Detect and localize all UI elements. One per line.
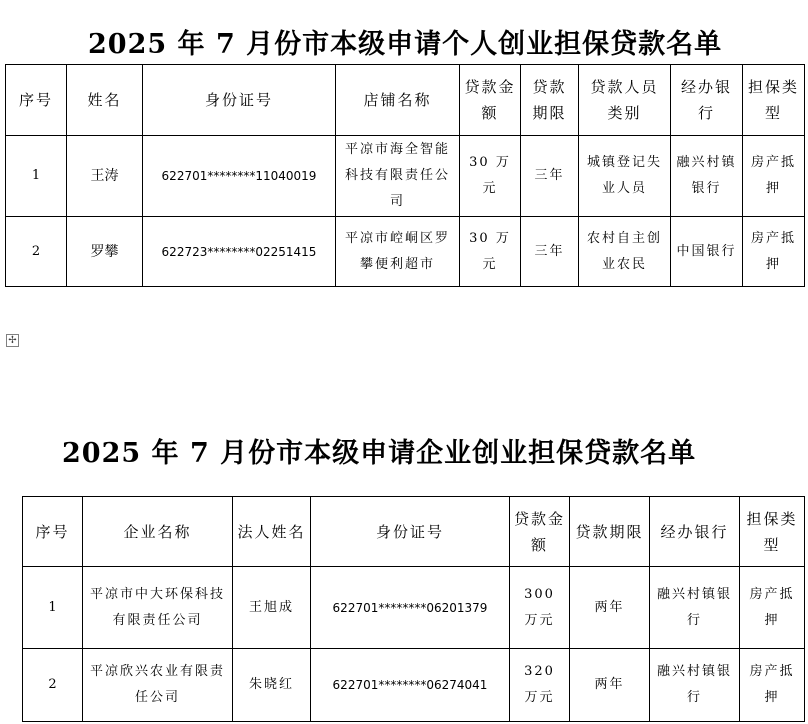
cell-index: 2 [6,217,67,287]
cell-borrower-type: 城镇登记失业人员 [579,136,671,217]
cell-bank: 融兴村镇银行 [650,649,740,722]
cell-loan-term: 两年 [570,649,650,722]
cell-guarantee-type: 房产抵押 [740,649,805,722]
header-borrower-type: 贷款人员类别 [579,65,671,136]
table-row [6,136,805,217]
header-company-name: 企业名称 [83,497,233,567]
cell-loan-amount: 30 万元 [460,217,521,287]
cell-shop-name: 平凉市崆峒区罗攀便利超市 [336,217,460,287]
cell-loan-amount: 320 万元 [510,649,570,722]
cell-bank: 融兴村镇银行 [650,567,740,649]
header-loan-amount: 贷款金额 [510,497,570,567]
cell-legal-person: 王旭成 [233,567,311,649]
cell-loan-term: 两年 [570,567,650,649]
table-row [23,567,805,649]
header-legal-person: 法人姓名 [233,497,311,567]
table-row [6,217,805,287]
header-guarantee-type: 担保类型 [740,497,805,567]
cell-borrower-type: 农村自主创业农民 [579,217,671,287]
header-id-number: 身份证号 [311,497,510,567]
cell-loan-term: 三年 [521,217,579,287]
header-loan-amount: 贷款金额 [460,65,521,136]
cell-name: 罗攀 [67,217,143,287]
cell-id-number: 622723********02251415 [143,217,336,287]
table-move-handle-icon[interactable]: ✢ [6,334,19,347]
header-shop-name: 店铺名称 [336,65,460,136]
header-loan-term: 贷款期限 [521,65,579,136]
cell-guarantee-type: 房产抵押 [743,136,805,217]
cell-id-number: 622701********06201379 [311,567,510,649]
cell-guarantee-type: 房产抵押 [743,217,805,287]
cell-index: 1 [6,136,67,217]
cell-company-name: 平凉市中大环保科技有限责任公司 [83,567,233,649]
cell-loan-term: 三年 [521,136,579,217]
header-guarantee-type: 担保类型 [743,65,805,136]
personal-loan-list-title: 2025 年 7 月份市本级申请个人创业担保贷款名单 [88,29,723,60]
cell-legal-person: 朱晓红 [233,649,311,722]
header-index: 序号 [6,65,67,136]
header-bank: 经办银行 [671,65,743,136]
cell-shop-name: 平凉市海全智能科技有限责任公司 [336,136,460,217]
cell-guarantee-type: 房产抵押 [740,567,805,649]
table-header-row [23,497,805,567]
cell-id-number: 622701********06274041 [311,649,510,722]
cell-loan-amount: 300 万元 [510,567,570,649]
cell-id-number: 622701********11040019 [143,136,336,217]
table-header-row [6,65,805,136]
cell-bank: 融兴村镇银行 [671,136,743,217]
header-index: 序号 [23,497,83,567]
enterprise-loan-table [22,496,805,722]
table-row [23,649,805,722]
header-name: 姓名 [67,65,143,136]
cell-bank: 中国银行 [671,217,743,287]
cell-company-name: 平凉欣兴农业有限责任公司 [83,649,233,722]
header-bank: 经办银行 [650,497,740,567]
personal-loan-table [5,64,805,287]
cell-index: 2 [23,649,83,722]
enterprise-loan-list-title: 2025 年 7 月份市本级申请企业创业担保贷款名单 [62,438,697,469]
cell-name: 王涛 [67,136,143,217]
header-id-number: 身份证号 [143,65,336,136]
header-loan-term: 贷款期限 [570,497,650,567]
cell-index: 1 [23,567,83,649]
cell-loan-amount: 30 万元 [460,136,521,217]
